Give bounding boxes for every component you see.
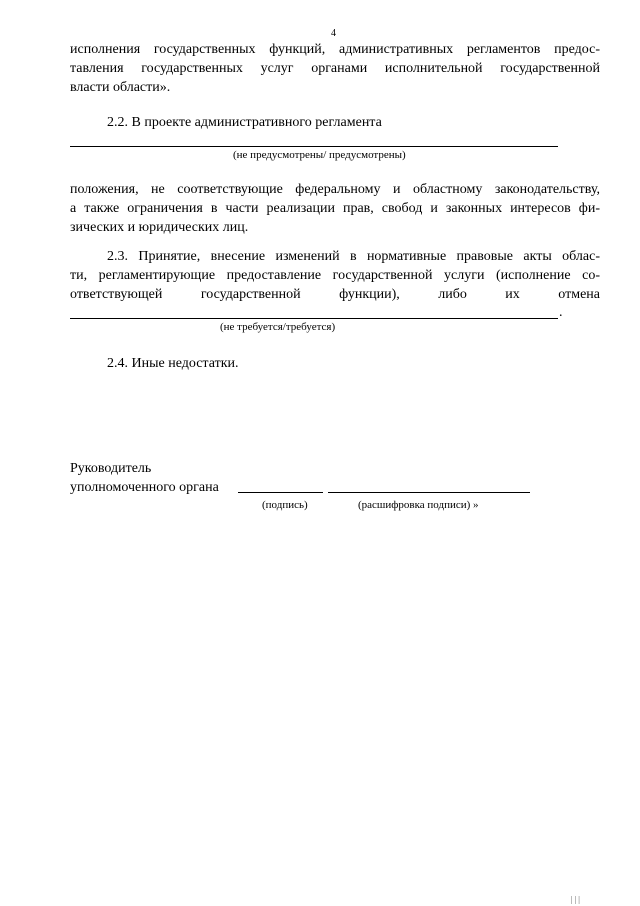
section-2-3-line-3: ответствующей государственной функции), либо их отмена (70, 287, 600, 302)
section-2-2-heading: 2.2. В проекте административного регламента (107, 115, 382, 130)
section-2-4-text: 2.4. Иные недостатки. (107, 356, 239, 371)
section-2-3-line-1: 2.3. Принятие, внесение изменений в нормативные правовые акты облас- (107, 249, 600, 264)
signature-decode-line (328, 492, 530, 493)
intro-line-2: тавления государственных услуг органами исполнительной государственной (70, 61, 600, 76)
section-2-2-line-1: положения, не соответствующие федеральному и областному законодательству, (70, 182, 600, 197)
section-2-2-line-2: а также ограничения в части реализации прав, свобод и законных интересов фи- (70, 201, 600, 216)
signature-caption-decode: (расшифровка подписи) » (358, 499, 479, 511)
intro-line-1: исполнения государственных функций, административных регламентов предос- (70, 42, 600, 57)
section-2-3-caption: (не требуется/требуется) (220, 321, 336, 333)
signature-title-line-1: Руководитель (70, 461, 152, 476)
section-2-2-caption: (не предусмотрены/ предусмотрены) (233, 149, 406, 161)
signature-sign-line (238, 492, 323, 493)
corner-mark: | | | (571, 895, 580, 904)
page-number: 4 (331, 28, 336, 39)
section-2-3-line-2: ти, регламентирующие предоставление государственной услуги (исполнение со- (70, 268, 600, 283)
signature-title-line-2: уполномоченного органа (70, 480, 219, 495)
section-2-3-fill-line (70, 318, 558, 319)
section-2-3-period: . (559, 305, 563, 320)
intro-line-3: власти области». (70, 80, 171, 95)
section-2-2-fill-line (70, 146, 558, 147)
section-2-2-line-3: зических и юридических лиц. (70, 220, 249, 235)
signature-caption-sign: (подпись) (262, 499, 308, 511)
